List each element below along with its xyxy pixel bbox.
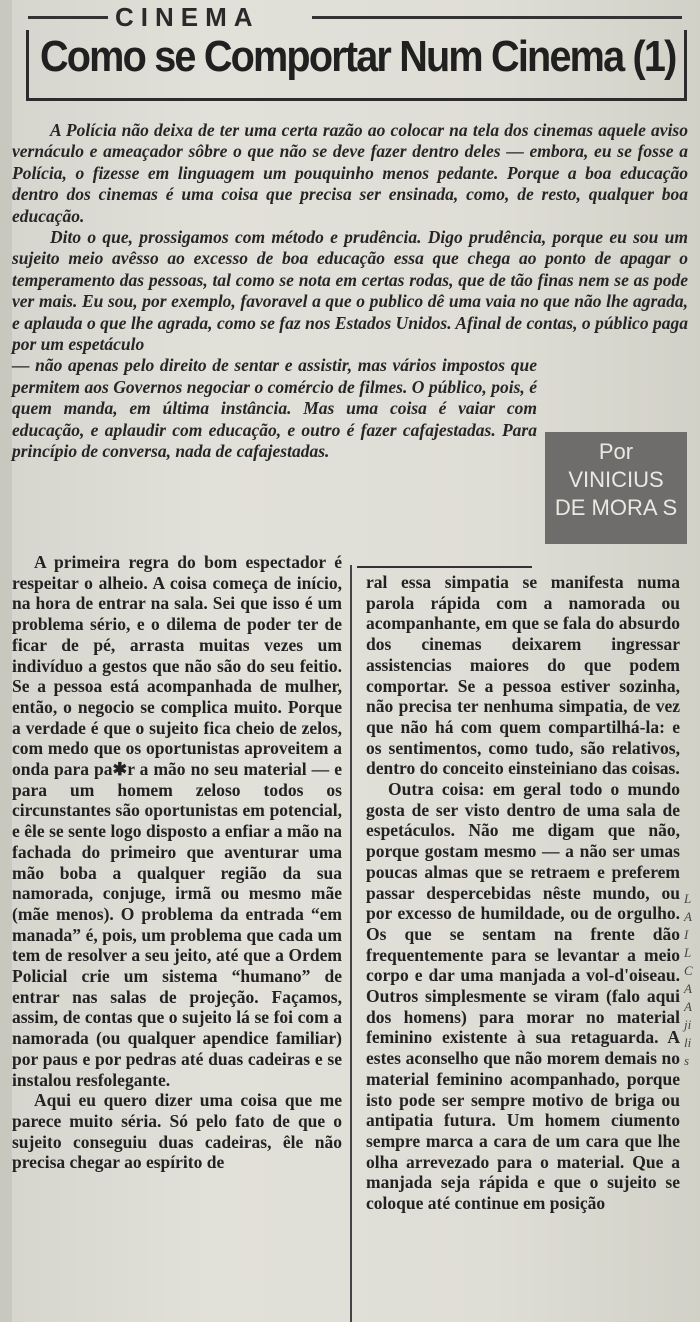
body-paragraph: Outra coisa: em geral todo o mundo gosta de ser visto dentro de uma sala de espetáculos. Não me digam que não, porque gostam mesmo — a não ser umas poucas almas que se retraem e preferem passar despercebidas nêste mundo, ou por excesso de humildade, ou de orgulho. Os que se sentam na frente dão frequentemente para se levantar a meio corpo e dar uma manjada a vol-d'oiseau. Outros simplesmente se viram (falo aqui dos homens) para morar no material feminino existente à sua retaguarda. A estes aconselho que não morem demais no material feminino acompanhado, porque isto pode ser sempre motivo de briga ou antipatia futura. Um homem ciumento sempre marca a cara de um cara que lhe olha arrevezado para o material. Que a manjada seja rápida e que o sujeito se coloque até continue em posição (366, 779, 680, 1214)
section-rule-left (28, 16, 108, 19)
byline-box (545, 432, 687, 544)
body-paragraph: ral essa simpatia se manifesta numa parola rápida com a namorada ou acompanhante, em que se fala do absurdo dos cinemas deixarem ingressar assistencias maiores do que podem comportar. Se a pessoa estiver sozinha, não precisa ter nenhuma simpatia, de vez que não há com quem compartilhá-la: e os sentimentos, como tudo, são relativos, dentro do conceito einsteiniano das coisas. (366, 572, 680, 779)
column-left (12, 552, 342, 1173)
intro-paragraph: — não apenas pelo direito de sentar e assistir, mas vários impostos que permitem aos Governos negociar o comércio de filmes. O público, pois, é quem manda, em última instância. Mas uma coisa é vaiar com educação, e aplaudir com educação, e outro é fazer cafajestadas. Para princípio de conversa, nada de cafajestadas. (12, 355, 537, 462)
adjacent-column-fragment: L A I L C A A ji li s (684, 891, 693, 1068)
byline-name-2: DE MORA S (554, 495, 678, 520)
column-top-rule (357, 566, 532, 568)
body-paragraph: Aqui eu quero dizer uma coisa que me parece muito séria. Só pelo fato de que o sujeito conseguiu duas cadeiras, êle não precisa chegar ao espírito de (12, 1090, 342, 1173)
intro-text (12, 120, 688, 463)
section-label: CINEMA (115, 2, 260, 32)
headline: Como se Comportar Num Cinema (1) (40, 32, 676, 81)
body-paragraph: A primeira regra do bom espectador é respeitar o alheio. A coisa começa de início, na hora de entrar na sala. Sei que isso é um problema sério, e o dilema de poder ter de ficar de pé, arrasta muitas vezes um indivíduo a gestos que não são do seu feitio. Se a pessoa está acompanhada de mulher, então, o negocio se complica muito. Porque a verdade é que o sujeito fica cheio de zelos, com medo que os oportunistas aproveitem a onda para pa⁠✱r a mão no seu material — e para um homem zeloso todos os circunstantes são oportunistas em potencial, e êle se sente logo disposto a enfiar a mão na fachada do primeiro que aventurar uma mão boba a qualquer região da sua namorada, conjuge, irmã ou mesmo mãe (mãe menos). O problema da entrada “em manada” é, pois, um problema que cada um tem de resolver a seu jeito, até que a Ordem Policial crie um sistema “humano” de entrar nas salas de projeção. Façamos, assim, de contas que o sujeito lá se foi com a namorada (ou qualquer apendice familiar) por paus e por pedras até duas cadeiras e se instalou resfolegante. (12, 552, 342, 1090)
intro-paragraph: A Polícia não deixa de ter uma certa razão ao colocar na tela dos cinemas aquele aviso vernáculo e ameaçador sôbre o que não se deve fazer dentro deles — embora, eu se fosse a Polícia, o fizesse em linguagem um pouquinho menos pedante. Porque a boa educação dentro dos cinemas é uma coisa que precisa ser ensinada, como, de resto, qualquer boa educação. (12, 120, 688, 226)
byline-name-1: VINICIUS (568, 467, 664, 492)
intro-paragraph: Dito o que, prossigamos com método e prudência. Digo prudência, porque eu sou um sujeito meio avêsso ao excesso de boa educação essa que chega ao ponto de apagar o temperamento das pessoas, tal como se nota em certas rodas, que de tão finas nem se as pode ver mais. Eu sou, por exemplo, favoravel a que o publico dê uma vaia no que não lhe agrada, e aplauda o que lhe agrada, como se faz nos Estados Unidos. Afinal de contas, o público paga por um espetáculo (12, 227, 688, 355)
section-rule-right (312, 16, 682, 19)
column-right (366, 572, 680, 1214)
byline-prefix: Por (598, 439, 634, 464)
page-edge-shadow (0, 0, 12, 1322)
column-rule (350, 565, 352, 1322)
